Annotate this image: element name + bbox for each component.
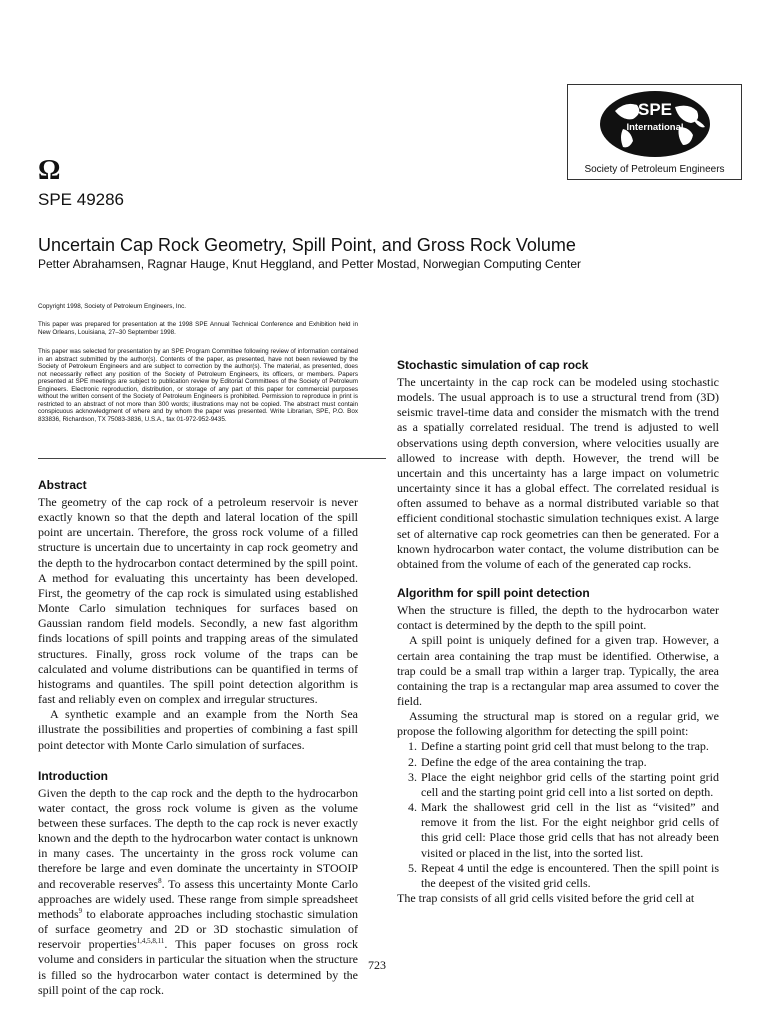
stochastic-heading: Stochastic simulation of cap rock (397, 358, 589, 372)
spe-logo (567, 84, 742, 180)
list-item: 3. Place the eight neighbor grid cells of the starting point grid cell and the starting point grid cell into a list sorted on depth. (408, 769, 719, 799)
list-item: 4. Mark the shallowest grid cell in the list as “visited” and remove it from the list. For the eight neighbor grid cells of this grid cell: Place those grid cells that has not already been visited or placed in the list, into the sorted list. (408, 800, 719, 860)
citation-ref: 1,4,5,8,11 (136, 937, 165, 946)
list-item: 2. Define the edge of the area containing the trap. (408, 754, 647, 769)
paper-title: Uncertain Cap Rock Geometry, Spill Point, and Gross Rock Volume (38, 235, 576, 255)
copyright-divider (38, 458, 386, 459)
citation-ref: 8 (158, 876, 162, 885)
abstract-paragraph-1: The geometry of the cap rock of a petroleum reservoir is never exactly known so that the depth and lateral location of the spill point are uncertain. Therefore, the gross rock volume of a filled structure is uncertain due to uncertainty in cap rock geometry and the depth to the hydrocarbon contact determined by the spill point. A method for evaluating this uncertainty has been developed. First, the geometry of the cap rock is simulated using established Monte Carlo simulation techniques for surfaces based on Gaussian random field models. Secondly, a new fast algorithm finds locations of spill points and trapping areas of the simulated structures. Finally, gross rock volume of the traps can be calculated and volume distributions can be quantified in terms of histograms and quantiles. The spill point detection algorithm is fast and reliably even on complex and irregular structures. (38, 495, 358, 707)
algorithm-heading: Algorithm for spill point detection (397, 586, 590, 601)
abstract-heading: Abstract (38, 478, 87, 492)
list-item: 1. Define a starting point grid cell that must belong to the trap. (408, 739, 709, 754)
introduction-heading: Introduction (38, 768, 108, 783)
right-column (397, 300, 719, 906)
algorithm-paragraph-1: When the structure is filled, the depth to the hydrocarbon water contact is determined by the depth to the spill point. (397, 603, 719, 633)
logo-caption: Society of Petroleum Engineers (584, 164, 725, 175)
left-column (38, 478, 358, 998)
copyright-notice: This paper was selected for presentation by an SPE Program Committee following review of information contained in an abstract submitted by the author(s). Contents of the paper, as presented, have not been reviewed by the Society of Petroleum Engineers and are subject to correction by the author(s). The material, as presented, does not necessarily reflect any position of the Society of Petroleum Engineers, its officers, or members. Papers presented at SPE meetings are subject to publication review by Editorial Committees of the Society of Petroleum Engineers. Electronic reproduction, distribution, or storage of any part of this paper for commercial purposes without the written consent of the Society of Petroleum Engineers is prohibited. Permission to reproduce in print is restricted to an abstract of not more than 300 words; illustrations may not be copied. The abstract must contain conspicuous acknowledgment of where and by whom the paper was presented. Write Librarian, SPE, P.O. Box 833836, Richardson, TX 75083-3836, U.S.A., fax 01-972-952-9435. (38, 348, 358, 423)
omega-mark: Ω (38, 155, 61, 186)
page-number: 723 (368, 958, 386, 972)
citation-ref: 9 (78, 906, 83, 915)
algorithm-paragraph-3: Assuming the structural map is stored on a regular grid, we propose the following algorithm for detecting the spill point: (397, 709, 719, 739)
logo-international-text: International (626, 122, 684, 133)
list-item: 5. Repeat 4 until the edge is encountered. Then the spill point is the deepest of the visited grid cells. (408, 860, 719, 890)
paper-number: SPE 49286 (38, 190, 125, 209)
abstract-paragraph-2: A synthetic example and an example from the North Sea illustrate the possibilities and properties of combining a fast spill point detector with Monte Carlo simulation of surfaces. (38, 707, 358, 752)
logo-spe-text: SPE (637, 100, 673, 119)
algorithm-paragraph-2: A spill point is uniquely defined for a given trap. However, a certain area containing the trap must be identified. Otherwise, a trap could be a small trap within a larger trap. Typically, the area containing the trap is a rectangular map area assumed to cover the field. (397, 633, 719, 708)
copyright-presentation: This paper was prepared for presentation at the 1998 SPE Annual Technical Conference and Exhibition held in New Orleans, Louisiana, 27–30 September 1998. (38, 321, 358, 336)
algorithm-paragraph-4: The trap consists of all grid cells visited before the grid cell at (397, 891, 695, 905)
globe-icon (575, 89, 736, 159)
algorithm-steps (397, 739, 719, 891)
copyright-line: Copyright 1998, Society of Petroleum Engineers, Inc. (38, 303, 187, 310)
paper-authors: Petter Abrahamsen, Ragnar Hauge, Knut Heggland, and Petter Mostad, Norwegian Computing Center (38, 257, 581, 271)
stochastic-paragraph: The uncertainty in the cap rock can be modeled using stochastic models. The usual approach is to use a structural trend from (3D) seismic travel-time data and consider the mismatch with the trend as a spatially correlated residual. The trend is adjusted to well observations using depth conversion, where velocities usually are allowed to increase with depth. However, the trend will be uncertain and this uncertainty has a large impact on volumetric uncertainty since it has a global effect. The correlated residual is often assumed to behave as a normal distributed variable so that efficient conditional stochastic simulation techniques exist. A large set of alternative cap rock geometries can then be generated. For a known hydrocarbon water contact, the volume distribution can be obtained from the volume of each of the generated cap rocks. (397, 375, 719, 571)
introduction-paragraph: Given the depth to the cap rock and the depth to the hydrocarbon water contact, the gross rock volume is given as the volume between these surfaces. The depth to the cap rock is never exactly known and the depth to the hydrocarbon water contact is unknown in many cases. The uncertainty in the gross rock volume can therefore be large and even dominate the uncertainty in STOOIP and recoverable reserves$^8$. To assess this uncertainty Monte Carlo approaches are widely used. These range from simple spreadsheet methods$^9$ to elaborate approaches including stochastic simulation of surface geometry and 2D or 3D stochastic simulation of reservoir properties$^{1,4,5,8,11}$. This paper focuses on gross rock volume and considers in particular the situation when the structure is filled so the hydrocarbon water contact is determined by the spill point of the cap rock. (38, 785, 358, 997)
